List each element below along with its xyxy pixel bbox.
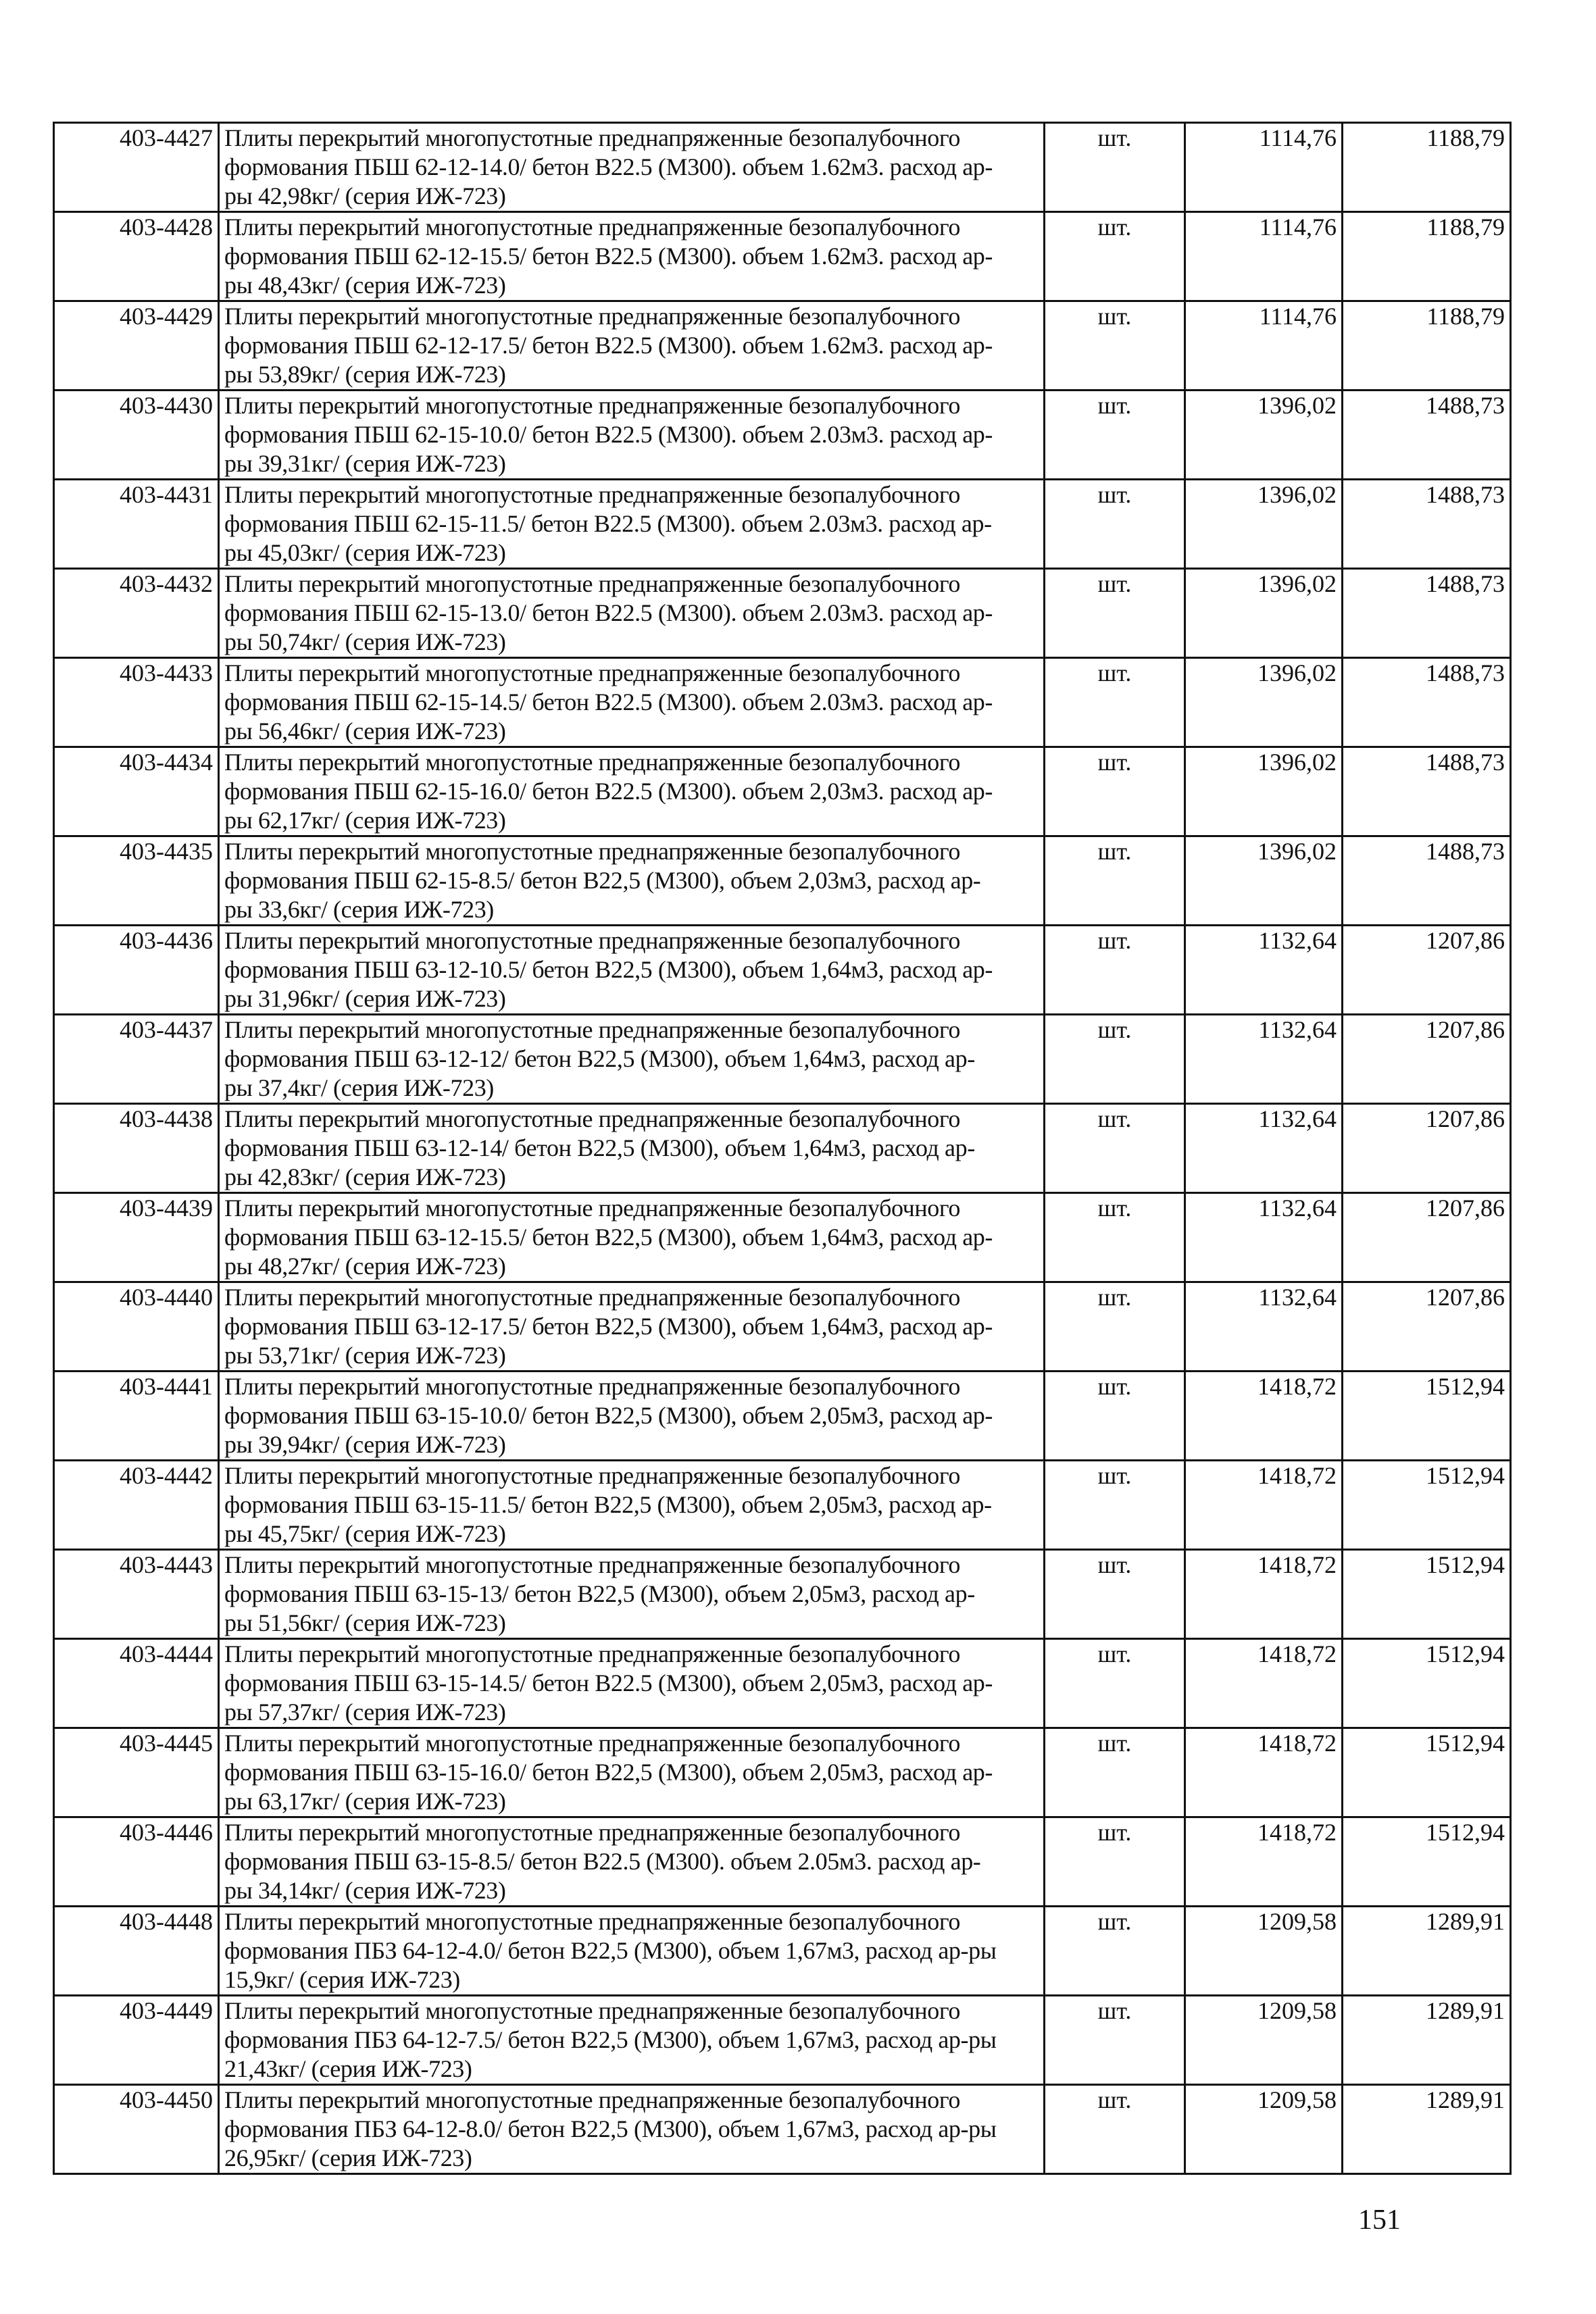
unit-cell: шт. (1045, 1550, 1185, 1639)
price-2-cell: 1188,79 (1343, 212, 1511, 301)
unit-cell: шт. (1045, 2085, 1185, 2174)
price-2-cell: 1207,86 (1343, 1193, 1511, 1282)
unit-cell: шт. (1045, 480, 1185, 569)
table-row (54, 301, 1511, 391)
unit-cell: шт. (1045, 301, 1185, 391)
table-row (54, 123, 1511, 212)
table-row (54, 1193, 1511, 1282)
item-code-cell: 403-4445 (54, 1728, 219, 1817)
table-body (54, 123, 1511, 2174)
item-code-cell: 403-4429 (54, 301, 219, 391)
item-description-cell: Плиты перекрытий многопустотные преднапряженные безопалубочного формования ПБШ 63-15-10.0/ бетон В22,5 (М300), объем 2,05м3, расход ар- ры 39,94кг/ (серия ИЖ-723) (219, 1372, 1045, 1461)
unit-cell: шт. (1045, 1193, 1185, 1282)
item-description-cell: Плиты перекрытий многопустотные преднапряженные безопалубочного формования ПБШ 63-15-16.0/ бетон В22,5 (М300), объем 2,05м3, расход ар- ры 63,17кг/ (серия ИЖ-723) (219, 1728, 1045, 1817)
price-1-cell: 1132,64 (1185, 1282, 1343, 1372)
price-1-cell: 1132,64 (1185, 1193, 1343, 1282)
price-2-cell: 1488,73 (1343, 747, 1511, 836)
unit-cell: шт. (1045, 391, 1185, 480)
item-code-cell: 403-4449 (54, 1996, 219, 2085)
unit-cell: шт. (1045, 836, 1185, 926)
item-description-cell: Плиты перекрытий многопустотные преднапряженные безопалубочного формования ПБШ 62-15-10.0/ бетон В22.5 (М300). объем 2.03м3. расход ар- ры 39,31кг/ (серия ИЖ-723) (219, 391, 1045, 480)
price-2-cell: 1488,73 (1343, 480, 1511, 569)
page-number: 151 (1358, 2205, 1401, 2236)
price-1-cell: 1396,02 (1185, 658, 1343, 747)
price-2-cell: 1289,91 (1343, 2085, 1511, 2174)
unit-cell: шт. (1045, 123, 1185, 212)
price-2-cell: 1488,73 (1343, 569, 1511, 658)
item-description-cell: Плиты перекрытий многопустотные преднапряженные безопалубочного формования ПБШ 62-12-15.5/ бетон В22.5 (М300). объем 1.62м3. расход ар- ры 48,43кг/ (серия ИЖ-723) (219, 212, 1045, 301)
unit-cell: шт. (1045, 747, 1185, 836)
table-row (54, 1015, 1511, 1104)
price-2-cell: 1488,73 (1343, 391, 1511, 480)
item-code-cell: 403-4428 (54, 212, 219, 301)
table-row (54, 1728, 1511, 1817)
item-code-cell: 403-4437 (54, 1015, 219, 1104)
table-row (54, 836, 1511, 926)
item-description-cell: Плиты перекрытий многопустотные преднапряженные безопалубочного формования ПБШ 63-15-13/ бетон В22,5 (М300), объем 2,05м3, расход ар- ры 51,56кг/ (серия ИЖ-723) (219, 1550, 1045, 1639)
item-code-cell: 403-4444 (54, 1639, 219, 1728)
unit-cell: шт. (1045, 1104, 1185, 1193)
price-1-cell: 1418,72 (1185, 1372, 1343, 1461)
item-description-cell: Плиты перекрытий многопустотные преднапряженные безопалубочного формования ПБЗ 64-12-8.0/ бетон В22,5 (М300), объем 1,67м3, расход ар-ры 26,95кг/ (серия ИЖ-723) (219, 2085, 1045, 2174)
item-description-cell: Плиты перекрытий многопустотные преднапряженные безопалубочного формования ПБШ 62-15-16.0/ бетон В22.5 (М300). объем 2,03м3. расход ар- ры 62,17кг/ (серия ИЖ-723) (219, 747, 1045, 836)
table-row (54, 1104, 1511, 1193)
price-1-cell: 1418,72 (1185, 1461, 1343, 1550)
item-description-cell: Плиты перекрытий многопустотные преднапряженные безопалубочного формования ПБЗ 64-12-4.0/ бетон В22,5 (М300), объем 1,67м3, расход ар-ры 15,9кг/ (серия ИЖ-723) (219, 1907, 1045, 1996)
table-row (54, 1282, 1511, 1372)
price-2-cell: 1512,94 (1343, 1639, 1511, 1728)
price-1-cell: 1114,76 (1185, 123, 1343, 212)
price-2-cell: 1512,94 (1343, 1550, 1511, 1639)
price-1-cell: 1396,02 (1185, 391, 1343, 480)
unit-cell: шт. (1045, 1817, 1185, 1907)
unit-cell: шт. (1045, 569, 1185, 658)
table-row (54, 1817, 1511, 1907)
item-code-cell: 403-4432 (54, 569, 219, 658)
table-row (54, 747, 1511, 836)
price-1-cell: 1396,02 (1185, 480, 1343, 569)
price-2-cell: 1188,79 (1343, 301, 1511, 391)
table-row (54, 2085, 1511, 2174)
item-code-cell: 403-4440 (54, 1282, 219, 1372)
price-1-cell: 1418,72 (1185, 1639, 1343, 1728)
table-row (54, 1550, 1511, 1639)
unit-cell: шт. (1045, 926, 1185, 1015)
table-row (54, 212, 1511, 301)
item-code-cell: 403-4450 (54, 2085, 219, 2174)
price-1-cell: 1209,58 (1185, 2085, 1343, 2174)
price-1-cell: 1209,58 (1185, 1907, 1343, 1996)
unit-cell: шт. (1045, 1015, 1185, 1104)
price-2-cell: 1488,73 (1343, 836, 1511, 926)
price-2-cell: 1512,94 (1343, 1817, 1511, 1907)
item-code-cell: 403-4439 (54, 1193, 219, 1282)
table-row (54, 658, 1511, 747)
price-2-cell: 1289,91 (1343, 1907, 1511, 1996)
price-2-cell: 1188,79 (1343, 123, 1511, 212)
item-description-cell: Плиты перекрытий многопустотные преднапряженные безопалубочного формования ПБШ 62-15-11.5/ бетон В22.5 (М300). объем 2.03м3. расход ар- ры 45,03кг/ (серия ИЖ-723) (219, 480, 1045, 569)
unit-cell: шт. (1045, 1282, 1185, 1372)
item-description-cell: Плиты перекрытий многопустотные преднапряженные безопалубочного формования ПБШ 63-12-15.5/ бетон В22,5 (М300), объем 1,64м3, расход ар- ры 48,27кг/ (серия ИЖ-723) (219, 1193, 1045, 1282)
price-2-cell: 1512,94 (1343, 1372, 1511, 1461)
item-description-cell: Плиты перекрытий многопустотные преднапряженные безопалубочного формования ПБШ 63-12-12/ бетон В22,5 (М300), объем 1,64м3, расход ар- ры 37,4кг/ (серия ИЖ-723) (219, 1015, 1045, 1104)
price-1-cell: 1132,64 (1185, 926, 1343, 1015)
price-table (53, 122, 1512, 2175)
item-description-cell: Плиты перекрытий многопустотные преднапряженные безопалубочного формования ПБШ 62-15-13.0/ бетон В22.5 (М300). объем 2.03м3. расход ар- ры 50,74кг/ (серия ИЖ-723) (219, 569, 1045, 658)
table-row (54, 1996, 1511, 2085)
item-description-cell: Плиты перекрытий многопустотные преднапряженные безопалубочного формования ПБШ 63-15-14.5/ бетон В22.5 (М300), объем 2,05м3, расход ар- ры 57,37кг/ (серия ИЖ-723) (219, 1639, 1045, 1728)
unit-cell: шт. (1045, 212, 1185, 301)
price-2-cell: 1207,86 (1343, 1282, 1511, 1372)
item-code-cell: 403-4446 (54, 1817, 219, 1907)
item-description-cell: Плиты перекрытий многопустотные преднапряженные безопалубочного формования ПБШ 63-15-11.5/ бетон В22,5 (М300), объем 2,05м3, расход ар- ры 45,75кг/ (серия ИЖ-723) (219, 1461, 1045, 1550)
price-1-cell: 1114,76 (1185, 212, 1343, 301)
unit-cell: шт. (1045, 1996, 1185, 2085)
price-1-cell: 1418,72 (1185, 1550, 1343, 1639)
table-row (54, 569, 1511, 658)
price-1-cell: 1132,64 (1185, 1015, 1343, 1104)
item-description-cell: Плиты перекрытий многопустотные преднапряженные безопалубочного формования ПБШ 62-15-8.5/ бетон В22,5 (М300), объем 2,03м3, расход ар- ры 33,6кг/ (серия ИЖ-723) (219, 836, 1045, 926)
price-1-cell: 1418,72 (1185, 1728, 1343, 1817)
price-1-cell: 1396,02 (1185, 747, 1343, 836)
unit-cell: шт. (1045, 1372, 1185, 1461)
table-row (54, 1461, 1511, 1550)
price-2-cell: 1207,86 (1343, 926, 1511, 1015)
price-2-cell: 1512,94 (1343, 1461, 1511, 1550)
table-row (54, 1372, 1511, 1461)
item-description-cell: Плиты перекрытий многопустотные преднапряженные безопалубочного формования ПБШ 63-12-10.5/ бетон В22,5 (М300), объем 1,64м3, расход ар- ры 31,96кг/ (серия ИЖ-723) (219, 926, 1045, 1015)
item-code-cell: 403-4448 (54, 1907, 219, 1996)
item-code-cell: 403-4435 (54, 836, 219, 926)
table-row (54, 926, 1511, 1015)
price-2-cell: 1207,86 (1343, 1104, 1511, 1193)
price-1-cell: 1114,76 (1185, 301, 1343, 391)
table-row (54, 1907, 1511, 1996)
unit-cell: шт. (1045, 658, 1185, 747)
item-description-cell: Плиты перекрытий многопустотные преднапряженные безопалубочного формования ПБШ 62-12-17.5/ бетон В22.5 (М300). объем 1.62м3. расход ар- ры 53,89кг/ (серия ИЖ-723) (219, 301, 1045, 391)
item-code-cell: 403-4433 (54, 658, 219, 747)
table-row (54, 480, 1511, 569)
item-description-cell: Плиты перекрытий многопустотные преднапряженные безопалубочного формования ПБШ 63-15-8.5/ бетон В22.5 (М300). объем 2.05м3. расход ар- ры 34,14кг/ (серия ИЖ-723) (219, 1817, 1045, 1907)
price-1-cell: 1209,58 (1185, 1996, 1343, 2085)
item-code-cell: 403-4443 (54, 1550, 219, 1639)
price-1-cell: 1132,64 (1185, 1104, 1343, 1193)
unit-cell: шт. (1045, 1728, 1185, 1817)
item-code-cell: 403-4438 (54, 1104, 219, 1193)
item-code-cell: 403-4430 (54, 391, 219, 480)
item-description-cell: Плиты перекрытий многопустотные преднапряженные безопалубочного формования ПБШ 62-12-14.0/ бетон В22.5 (М300). объем 1.62м3. расход ар- ры 42,98кг/ (серия ИЖ-723) (219, 123, 1045, 212)
unit-cell: шт. (1045, 1461, 1185, 1550)
item-code-cell: 403-4442 (54, 1461, 219, 1550)
item-code-cell: 403-4427 (54, 123, 219, 212)
price-1-cell: 1418,72 (1185, 1817, 1343, 1907)
unit-cell: шт. (1045, 1907, 1185, 1996)
item-code-cell: 403-4434 (54, 747, 219, 836)
unit-cell: шт. (1045, 1639, 1185, 1728)
item-description-cell: Плиты перекрытий многопустотные преднапряженные безопалубочного формования ПБШ 62-15-14.5/ бетон В22.5 (М300). объем 2.03м3. расход ар- ры 56,46кг/ (серия ИЖ-723) (219, 658, 1045, 747)
table-row (54, 1639, 1511, 1728)
price-2-cell: 1289,91 (1343, 1996, 1511, 2085)
item-code-cell: 403-4441 (54, 1372, 219, 1461)
table-row (54, 391, 1511, 480)
item-description-cell: Плиты перекрытий многопустотные преднапряженные безопалубочного формования ПБЗ 64-12-7.5/ бетон В22,5 (М300), объем 1,67м3, расход ар-ры 21,43кг/ (серия ИЖ-723) (219, 1996, 1045, 2085)
price-2-cell: 1207,86 (1343, 1015, 1511, 1104)
price-1-cell: 1396,02 (1185, 836, 1343, 926)
item-code-cell: 403-4431 (54, 480, 219, 569)
price-1-cell: 1396,02 (1185, 569, 1343, 658)
item-description-cell: Плиты перекрытий многопустотные преднапряженные безопалубочного формования ПБШ 63-12-14/ бетон В22,5 (М300), объем 1,64м3, расход ар- ры 42,83кг/ (серия ИЖ-723) (219, 1104, 1045, 1193)
item-description-cell: Плиты перекрытий многопустотные преднапряженные безопалубочного формования ПБШ 63-12-17.5/ бетон В22,5 (М300), объем 1,64м3, расход ар- ры 53,71кг/ (серия ИЖ-723) (219, 1282, 1045, 1372)
item-code-cell: 403-4436 (54, 926, 219, 1015)
price-2-cell: 1512,94 (1343, 1728, 1511, 1817)
price-2-cell: 1488,73 (1343, 658, 1511, 747)
